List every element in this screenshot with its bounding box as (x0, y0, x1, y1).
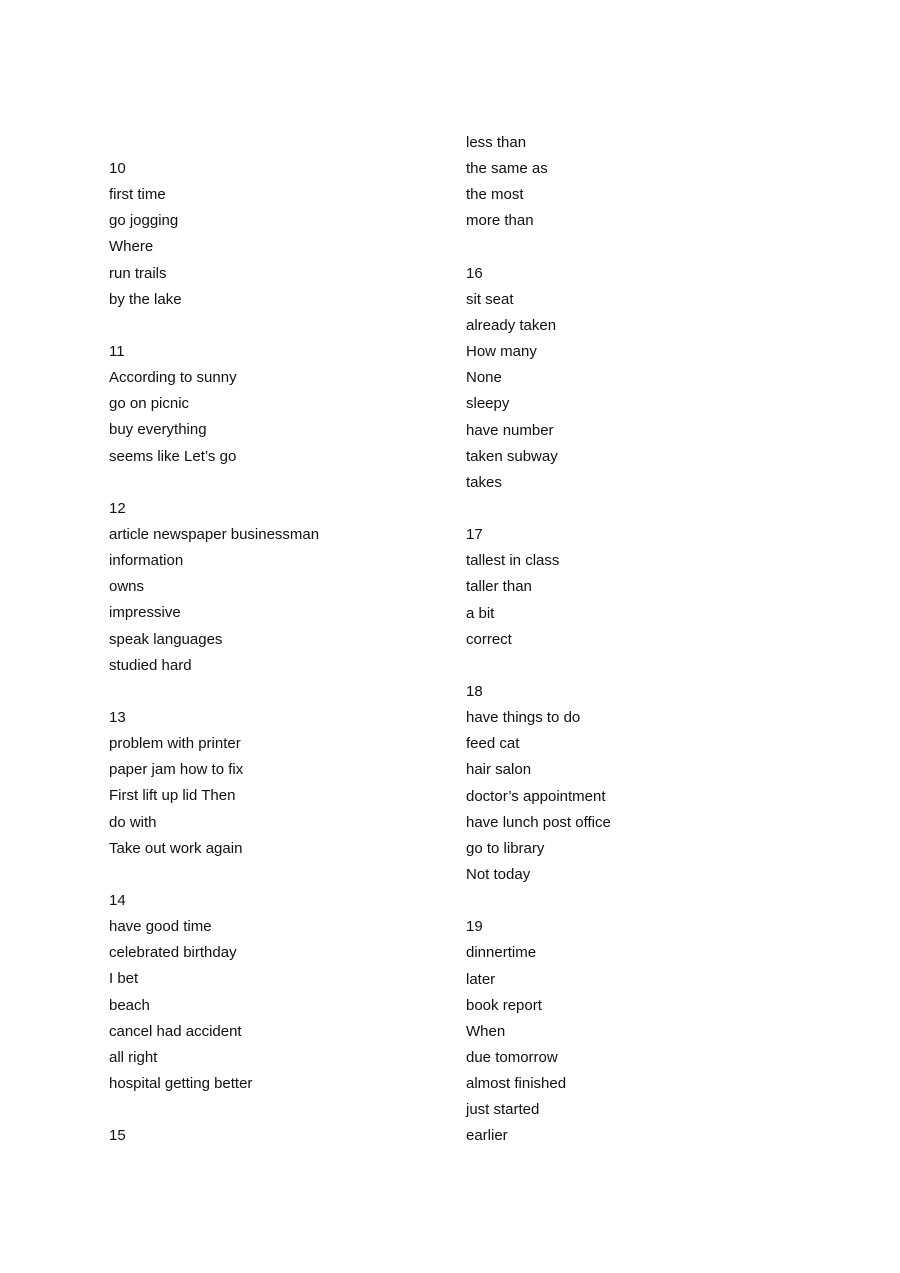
keyword-line: taller than (466, 578, 532, 596)
section-spacer (109, 470, 439, 496)
keyword-line: feed cat (466, 735, 520, 753)
keyword-line: studied hard (109, 656, 192, 674)
keyword-line: go to library (466, 839, 545, 857)
section-spacer (109, 679, 439, 705)
keyword-line: hospital getting better (109, 1074, 253, 1092)
section-number: 17 (466, 526, 483, 544)
section-number: 11 (109, 342, 125, 360)
keyword-line: First lift up lid Then (109, 787, 236, 805)
keyword-line: cancel had accident (109, 1022, 242, 1040)
right-column (466, 130, 796, 1149)
section-number: 10 (109, 160, 126, 177)
keyword-line: How many (466, 343, 537, 361)
keyword-line: all right (109, 1048, 158, 1066)
left-column (109, 156, 439, 1149)
keyword-line: book report (466, 996, 542, 1014)
keyword-line: seems like Let’s go (109, 447, 237, 465)
keyword-line: tallest in class (466, 552, 560, 570)
keyword-line: sleepy (466, 395, 510, 413)
keyword-line: later (466, 970, 496, 988)
keyword-line: paper jam how to fix (109, 761, 244, 779)
keyword-line: less than (466, 134, 527, 151)
section-number: 16 (466, 264, 483, 282)
keyword-line: the same as (466, 160, 548, 178)
keyword-line: sit seat (466, 290, 514, 308)
keyword-line: None (466, 369, 502, 387)
keyword-line: According to sunny (109, 369, 237, 387)
keyword-line: When (466, 1022, 506, 1040)
keyword-line: Where (109, 238, 154, 256)
keyword-line: problem with printer (109, 735, 241, 753)
keyword-line: have good time (109, 918, 212, 936)
keyword-line: the most (466, 186, 524, 204)
keyword-line: by the lake (109, 290, 182, 308)
keyword-line: speak languages (109, 630, 223, 648)
section-spacer (109, 862, 439, 888)
keyword-line: first time (109, 186, 166, 204)
section-spacer (466, 653, 796, 679)
section-number: 19 (466, 918, 483, 936)
keyword-line: dinnertime (466, 944, 537, 962)
section-number: 15 (109, 1127, 126, 1145)
section-number: 13 (109, 708, 126, 726)
keyword-line: celebrated birthday (109, 944, 237, 962)
keyword-line: article newspaper businessman (109, 525, 320, 543)
keyword-line: impressive (109, 604, 181, 622)
keyword-line: beach (109, 996, 150, 1014)
keyword-line: owns (109, 578, 145, 596)
section-spacer (109, 1097, 439, 1123)
section-spacer (466, 496, 796, 522)
keyword-line: taken subway (466, 447, 558, 465)
keyword-line: Not today (466, 865, 531, 883)
keyword-line: have number (466, 421, 554, 439)
keyword-line: have things to do (466, 709, 581, 727)
keyword-line: hair salon (466, 761, 532, 779)
keyword-line: run trails (109, 264, 167, 282)
keyword-line: a bit (466, 604, 495, 622)
section-spacer (466, 235, 796, 261)
section-spacer (109, 313, 439, 339)
keyword-line: doctor’s appointment (466, 787, 606, 805)
keyword-line: more than (466, 212, 534, 230)
keyword-line: buy everything (109, 421, 207, 439)
keyword-line: takes (466, 473, 502, 491)
keyword-line: correct (466, 630, 512, 648)
section-number: 14 (109, 891, 126, 909)
keyword-line: information (109, 552, 184, 570)
keyword-line: go jogging (109, 212, 179, 230)
section-number: 18 (466, 682, 483, 700)
keyword-line: do with (109, 813, 157, 831)
keyword-line: I bet (109, 970, 139, 988)
section-spacer (466, 888, 796, 914)
keyword-line: due tomorrow (466, 1048, 558, 1066)
keyword-line: just started (466, 1101, 540, 1119)
keyword-line: almost finished (466, 1075, 567, 1093)
section-number: 12 (109, 499, 126, 517)
keyword-line: earlier (466, 1127, 508, 1145)
keyword-line: already taken (466, 316, 557, 334)
keyword-line: Take out work again (109, 839, 243, 857)
keyword-line: go on picnic (109, 395, 190, 413)
keyword-line: have lunch post office (466, 813, 611, 831)
